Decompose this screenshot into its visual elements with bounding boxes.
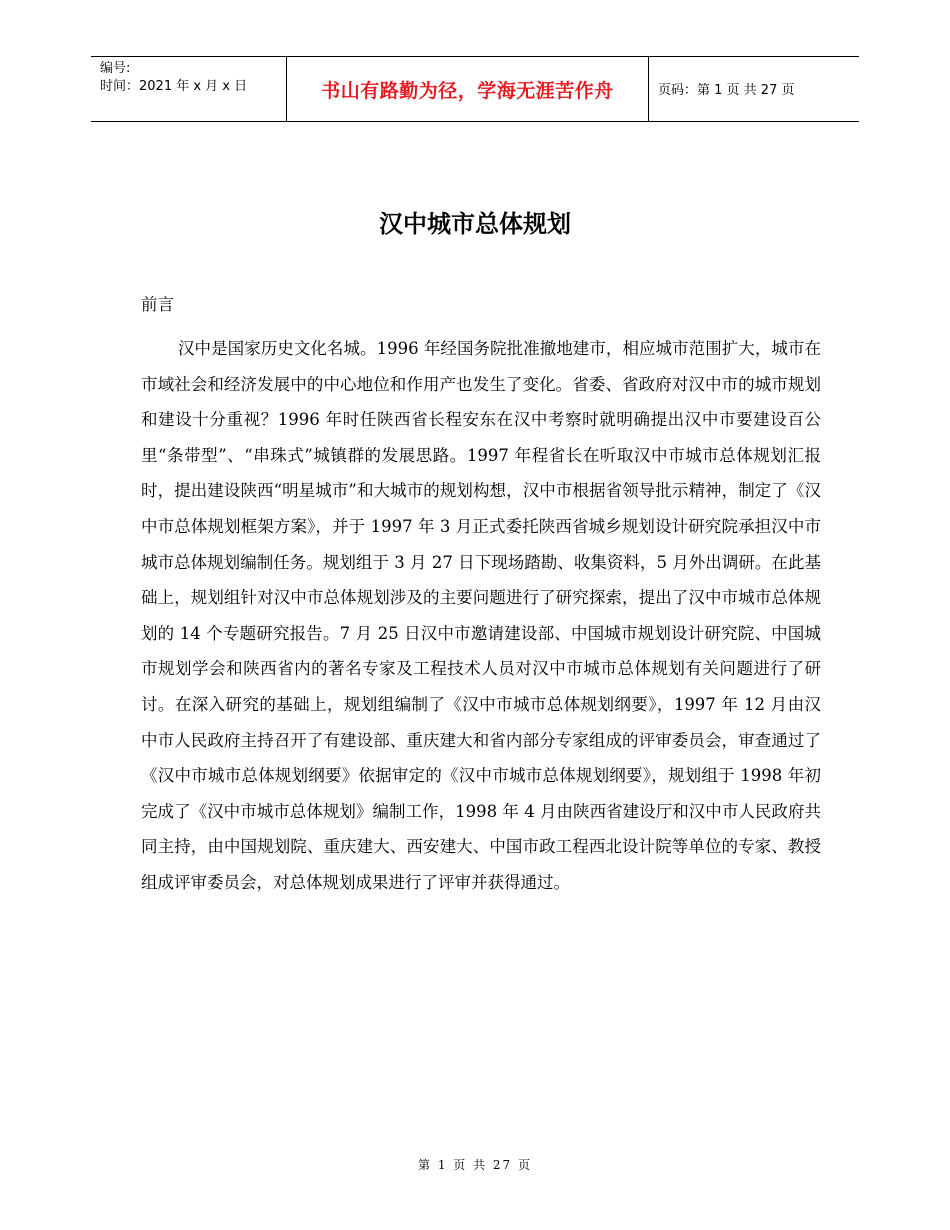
serial-number-label: 编号: <box>100 61 131 76</box>
page-footer: 第 1 页 共 27 页 <box>418 1158 532 1172</box>
document-title: 汉中城市总体规划 <box>379 210 571 238</box>
motto-text: 书山有路勤为径，学海无涯苦作舟 <box>321 79 614 102</box>
header-page-info: 页码：第 1 页 共 27 页 <box>658 83 795 98</box>
header-meta <box>100 60 247 96</box>
header-motto-cell <box>286 57 649 121</box>
preface-heading: 前言 <box>141 295 174 314</box>
body-paragraph: 汉中是国家历史文化名城。1996 年经国务院批准撤地建市，相应城市范围扩大，城市在市域社会和经济发展中的中心地位和作用产也发生了变化。省委、省政府对汉中市的城市规划和建设十分重视？1996 年时任陕西省长程安东在汉中考察时就明确提出汉中市要建设百公里“条带型”、“串珠式”城镇群的发展思路。1997 年程省长在听取汉中市城市总体规划汇报时，提出建设陕西“明星城市”和大城市的规划构想，汉中市根据省领导批示精神，制定了《汉中市总体规划框架方案》，并于 1997 年 3 月正式委托陕西省城乡规划设计研究院承担汉中市城市总体规划编制任务。规划组于 3 月 27 日下现场踏勘、收集资料，5 月外出调研。在此基础上，规划组针对汉中市总体规划涉及的主要问题进行了研究探索，提出了汉中市城市总体规划的 14 个专题研究报告。7 月 25 日汉中市邀请建设部、中国城市规划设计研究院、中国城市规划学会和陕西省内的著名专家及工程技术人员对汉中市城市总体规划有关问题进行了研讨。在深入研究的基础上，规划组编制了《汉中市城市总体规划纲要》，1997 年 12 月由汉中市人民政府主持召开了有建设部、重庆建大和省内部分专家组成的评审委员会，审查通过了《汉中市城市总体规划纲要》依据审定的《汉中市城市总体规划纲要》，规划组于 1998 年初完成了《汉中市城市总体规划》编制工作，1998 年 4 月由陕西省建设厅和汉中市人民政府共同主持，由中国规划院、重庆建大、西安建大、中国市政工程西北设计院等单位的专家、教授组成评审委员会，对总体规划成果进行了评审并获得通过。 <box>141 339 821 892</box>
page-header <box>91 56 859 122</box>
time-label: 时间：2021 年 x 月 x 日 <box>100 79 248 94</box>
